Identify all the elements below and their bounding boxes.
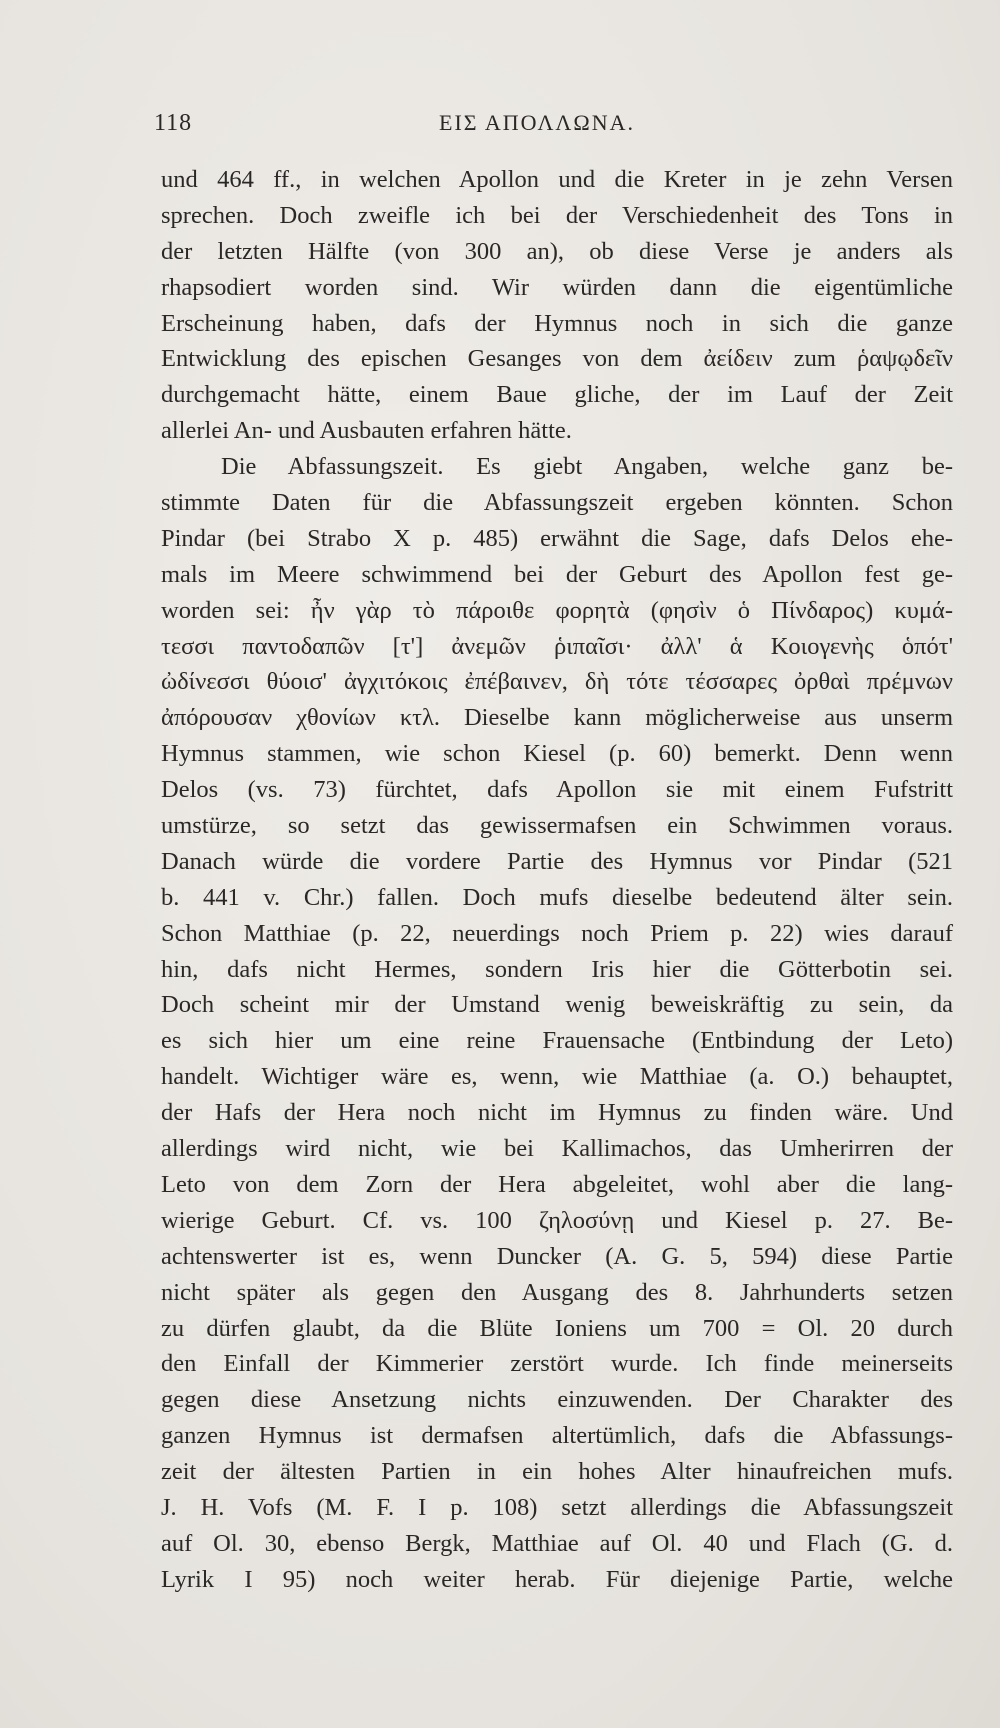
text-line: wierige Geburt. Cf. vs. 100 ζηλοσύνῃ und Kiesel p. 27. Be- xyxy=(161,1206,953,1234)
text-line: achtenswerter ist es, wenn Duncker (A. G. 5, 594) diese Partie xyxy=(161,1242,953,1270)
text-line: Erscheinung haben, dafs der Hymnus noch in sich die ganze xyxy=(161,309,953,337)
text-line: nicht später als gegen den Ausgang des 8. Jahrhunderts setzen xyxy=(161,1278,953,1306)
text-line: und 464 ff., in welchen Apollon und die Kreter in je zehn Versen xyxy=(161,166,953,193)
text-line: ἀπόρουσαν χθονίων κτλ. Dieselbe kann möglicherweise aus unserm xyxy=(161,704,953,732)
body-text xyxy=(161,162,953,1598)
text-line: J. H. Vofs (M. F. I p. 108) setzt allerdings die Abfassungszeit xyxy=(161,1493,953,1521)
running-title: ΕΙΣ ΑΠΟΛΛΩΝΑ. xyxy=(439,110,635,135)
text-line: Schon Matthiae (p. 22, neuerdings noch Priem p. 22) wies darauf xyxy=(161,919,953,947)
text-line: Hymnus stammen, wie schon Kiesel (p. 60) bemerkt. Denn wenn xyxy=(161,740,953,768)
text-line: hin, dafs nicht Hermes, sondern Iris hier die Götterbotin sei. xyxy=(161,955,953,983)
text-line: worden sei: ἦν γὰρ τὸ πάροιθε φορητὰ (φησὶν ὁ Πίνδαρος) κυμά- xyxy=(161,596,953,624)
text-line: allerdings wird nicht, wie bei Kallimachos, das Umherirren der xyxy=(161,1135,953,1163)
text-line: Delos (vs. 73) fürchtet, dafs Apollon sie mit einem Fufstritt xyxy=(161,776,953,804)
text-line: Pindar (bei Strabo X p. 485) erwähnt die Sage, dafs Delos ehe- xyxy=(161,524,953,552)
text-line: handelt. Wichtiger wäre es, wenn, wie Matthiae (a. O.) behauptet, xyxy=(161,1063,953,1091)
text-line: den Einfall der Kimmerier zerstört wurde. Ich finde meinerseits xyxy=(161,1350,953,1378)
text-line: Danach würde die vordere Partie des Hymnus vor Pindar (521 xyxy=(161,847,953,875)
text-line: zeit der ältesten Partien in ein hohes Alter hinaufreichen mufs. xyxy=(161,1458,953,1486)
text-line: ὠδίνεσσι θύοισ' ἀγχιτόκοις ἐπέβαινεν, δὴ τότε τέσσαρες ὀρθαὶ πρέμνων xyxy=(161,668,953,696)
page-number: 118 xyxy=(154,110,193,136)
text-line: ganzen Hymnus ist dermafsen altertümlich, dafs die Abfassungs- xyxy=(161,1422,953,1450)
text-line: Doch scheint mir der Umstand wenig beweiskräftig zu sein, da xyxy=(161,991,953,1019)
text-line: Lyrik I 95) noch weiter herab. Für diejenige Partie, welche xyxy=(161,1565,953,1593)
text-line: gegen diese Ansetzung nichts einzuwenden. Der Charakter des xyxy=(161,1386,953,1414)
text-line: b. 441 v. Chr.) fallen. Doch mufs dieselbe bedeutend älter sein. xyxy=(161,883,953,911)
text-line: durchgemacht hätte, einem Baue gliche, der im Lauf der Zeit xyxy=(161,381,953,409)
text-line: mals im Meere schwimmend bei der Geburt des Apollon fest ge- xyxy=(161,560,953,588)
text-line: der Hafs der Hera noch nicht im Hymnus zu finden wäre. Und xyxy=(161,1099,953,1127)
text-line: zu dürfen glaubt, da die Blüte Ioniens um 700 = Ol. 20 durch xyxy=(161,1314,953,1342)
text-line: auf Ol. 30, ebenso Bergk, Matthiae auf Ol. 40 und Flach (G. d. xyxy=(161,1529,953,1557)
text-line: Entwicklung des epischen Gesanges von dem ἀείδειν zum ῥαψῳδεῖν xyxy=(161,345,953,373)
text-line: rhapsodiert worden sind. Wir würden dann die eigentümliche xyxy=(161,273,953,301)
text-line: sprechen. Doch zweifle ich bei der Verschiedenheit des Tons in xyxy=(161,201,953,229)
text-line: Leto von dem Zorn der Hera abgeleitet, wohl aber die lang- xyxy=(161,1170,953,1198)
text-line: stimmte Daten für die Abfassungszeit ergeben könnten. Schon xyxy=(161,489,953,517)
text-line: umstürze, so setzt das gewissermafsen ein Schwimmen voraus. xyxy=(161,812,953,840)
section-heading-line: Die Abfassungszeit. Es giebt Angaben, welche ganz be- xyxy=(221,453,953,481)
text-line: es sich hier um eine reine Frauensache (Entbindung der Leto) xyxy=(161,1027,953,1055)
text-line: allerlei An- und Ausbauten erfahren hätte. xyxy=(161,417,572,445)
text-line: τεσσι παντοδαπῶν [τ'] ἀνεμῶν ῥιπαῖσι· ἀλλ' ἁ Κοιογενὴς ὁπότ' xyxy=(161,632,953,660)
text-line: der letzten Hälfte (von 300 an), ob diese Verse je anders als xyxy=(161,237,953,265)
running-head xyxy=(154,104,914,144)
